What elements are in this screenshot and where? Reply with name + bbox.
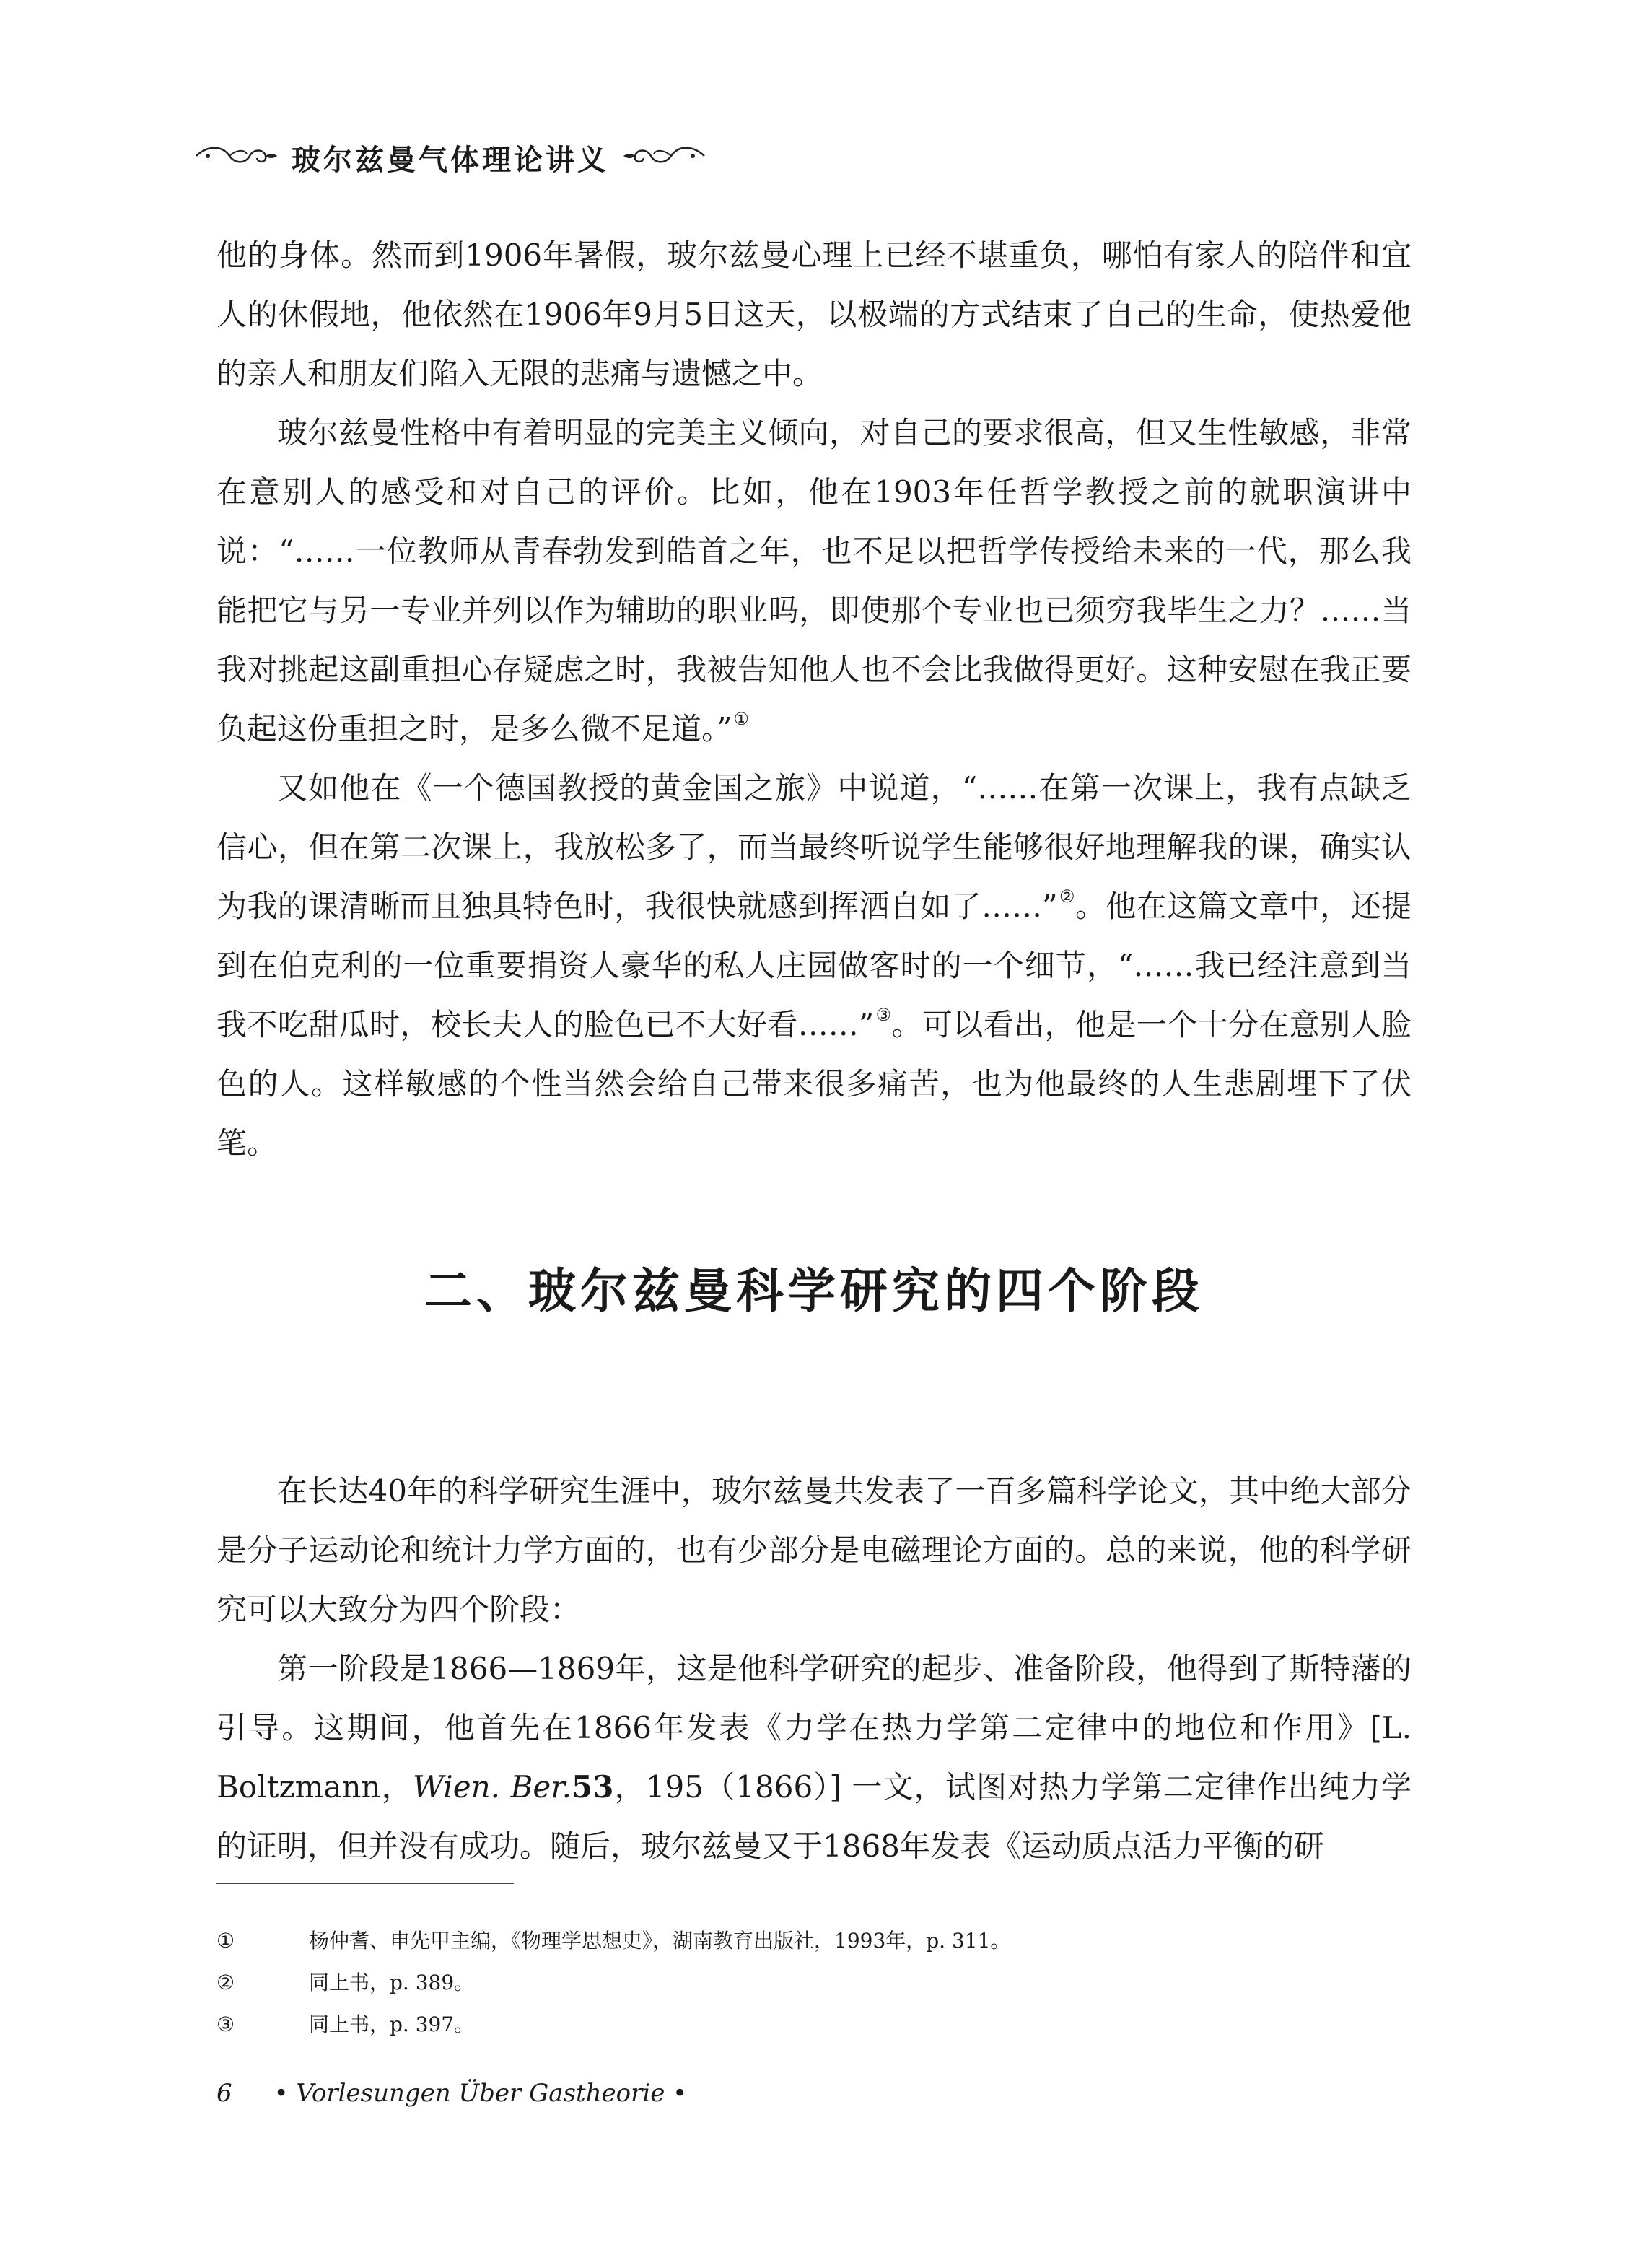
footnotes xyxy=(216,1920,1010,2046)
footnote-number: ③ xyxy=(216,2012,235,2036)
journal-volume: 53 xyxy=(572,1769,614,1805)
footnote xyxy=(216,2004,1010,2046)
footnote-text: 同上书，p. 397。 xyxy=(309,2012,475,2036)
running-header xyxy=(193,136,707,179)
paragraph: 又如他在《一个德国教授的黄金国之旅》中说道，“……在第一次课上，我有点缺乏信心，但在第二次课上，我放松多了，而当最终听说学生能够很好地理解我的课，确实认为我的课清晰而且独具特色时，我很快就感到挥洒自如了……”②。他在这篇文章中，还提到在伯克利的一位重要捐资人豪华的私人庄园做客时的一个细节，“……我已经注意到当我不吃甜瓜时，校长夫人的脸色已不大好看……”③。可以看出，他是一个十分在意别人脸色的人。这样敏感的个性当然会给自己带来很多痛苦，也为他最终的人生悲剧埋下了伏笔。 xyxy=(216,770,1412,1161)
footnote-ref[interactable]: ① xyxy=(733,709,749,729)
footnote-number: ① xyxy=(216,1929,235,1953)
paragraph: 玻尔兹曼性格中有着明显的完美主义倾向，对自己的要求很高，但又生性敏感，非常在意别人的感受和对自己的评价。比如，他在1903年任哲学教授之前的就职演讲中说：“……一位教师从青春勃发到皓首之年，也不足以把哲学传授给未来的一代，那么我能把它与另一专业并列以作为辅助的职业吗，即使那个专业也已须穷我毕生之力？……当我对挑起这副重担心存疑虑之时，我被告知他人也不会比我做得更好。这种安慰在我正要负起这份重担之时，是多么微不足道。”① xyxy=(216,415,1412,746)
scroll-ornament-icon xyxy=(621,144,707,171)
footnote xyxy=(216,1920,1010,1962)
footer-book-title: • Vorlesungen Über Gastheorie • xyxy=(273,2079,688,2108)
footnote-text: 同上书，p. 389。 xyxy=(309,1971,475,1994)
journal-name: Wien. Ber. xyxy=(412,1769,572,1805)
footnote xyxy=(216,1962,1010,2004)
paragraph: 在长达40年的科学研究生涯中，玻尔兹曼共发表了一百多篇科学论文，其中绝大部分是分子运动论和统计力学方面的，也有少部分是电磁理论方面的。总的来说，他的科学研究可以大致分为四个阶段： xyxy=(216,1473,1412,1627)
footnote-ref[interactable]: ② xyxy=(1059,886,1075,907)
paragraph: 第一阶段是1866—1869年，这是他科学研究的起步、准备阶段，他得到了斯特藩的引导。这期间，他首先在1866年发表《力学在热力学第二定律中的地位和作用》[L. Boltzmann，Wien. Ber.53，195（1866）] 一文，试图对热力学第二定律作出纯力学的证明，但并没有成功。随后，玻尔兹曼又于1868年发表《运动质点活力平衡的研 xyxy=(216,1651,1412,1864)
scroll-ornament-icon xyxy=(193,144,280,171)
paragraph: 他的身体。然而到1906年暑假，玻尔兹曼心理上已经不堪重负，哪怕有家人的陪伴和宜人的休假地，他依然在1906年9月5日这天，以极端的方式结束了自己的生命，使热爱他的亲人和朋友们陷入无限的悲痛与遗憾之中。 xyxy=(216,237,1412,391)
footnote-ref[interactable]: ③ xyxy=(875,1005,892,1025)
section-2-text xyxy=(216,1462,1412,1876)
running-title: 玻尔兹曼气体理论讲义 xyxy=(292,143,609,177)
footnote-text: 杨仲耆、申先甲主编，《物理学思想史》，湖南教育出版社，1993年，p. 311。 xyxy=(309,1929,1011,1953)
section-1-text xyxy=(216,226,1412,1173)
footnote-number: ② xyxy=(216,1971,235,1994)
page-footer xyxy=(216,2079,687,2108)
footnote-divider xyxy=(216,1883,514,1884)
page-number: 6 xyxy=(216,2079,232,2108)
section-heading: 二、玻尔兹曼科学研究的四个阶段 xyxy=(424,1262,1204,1319)
